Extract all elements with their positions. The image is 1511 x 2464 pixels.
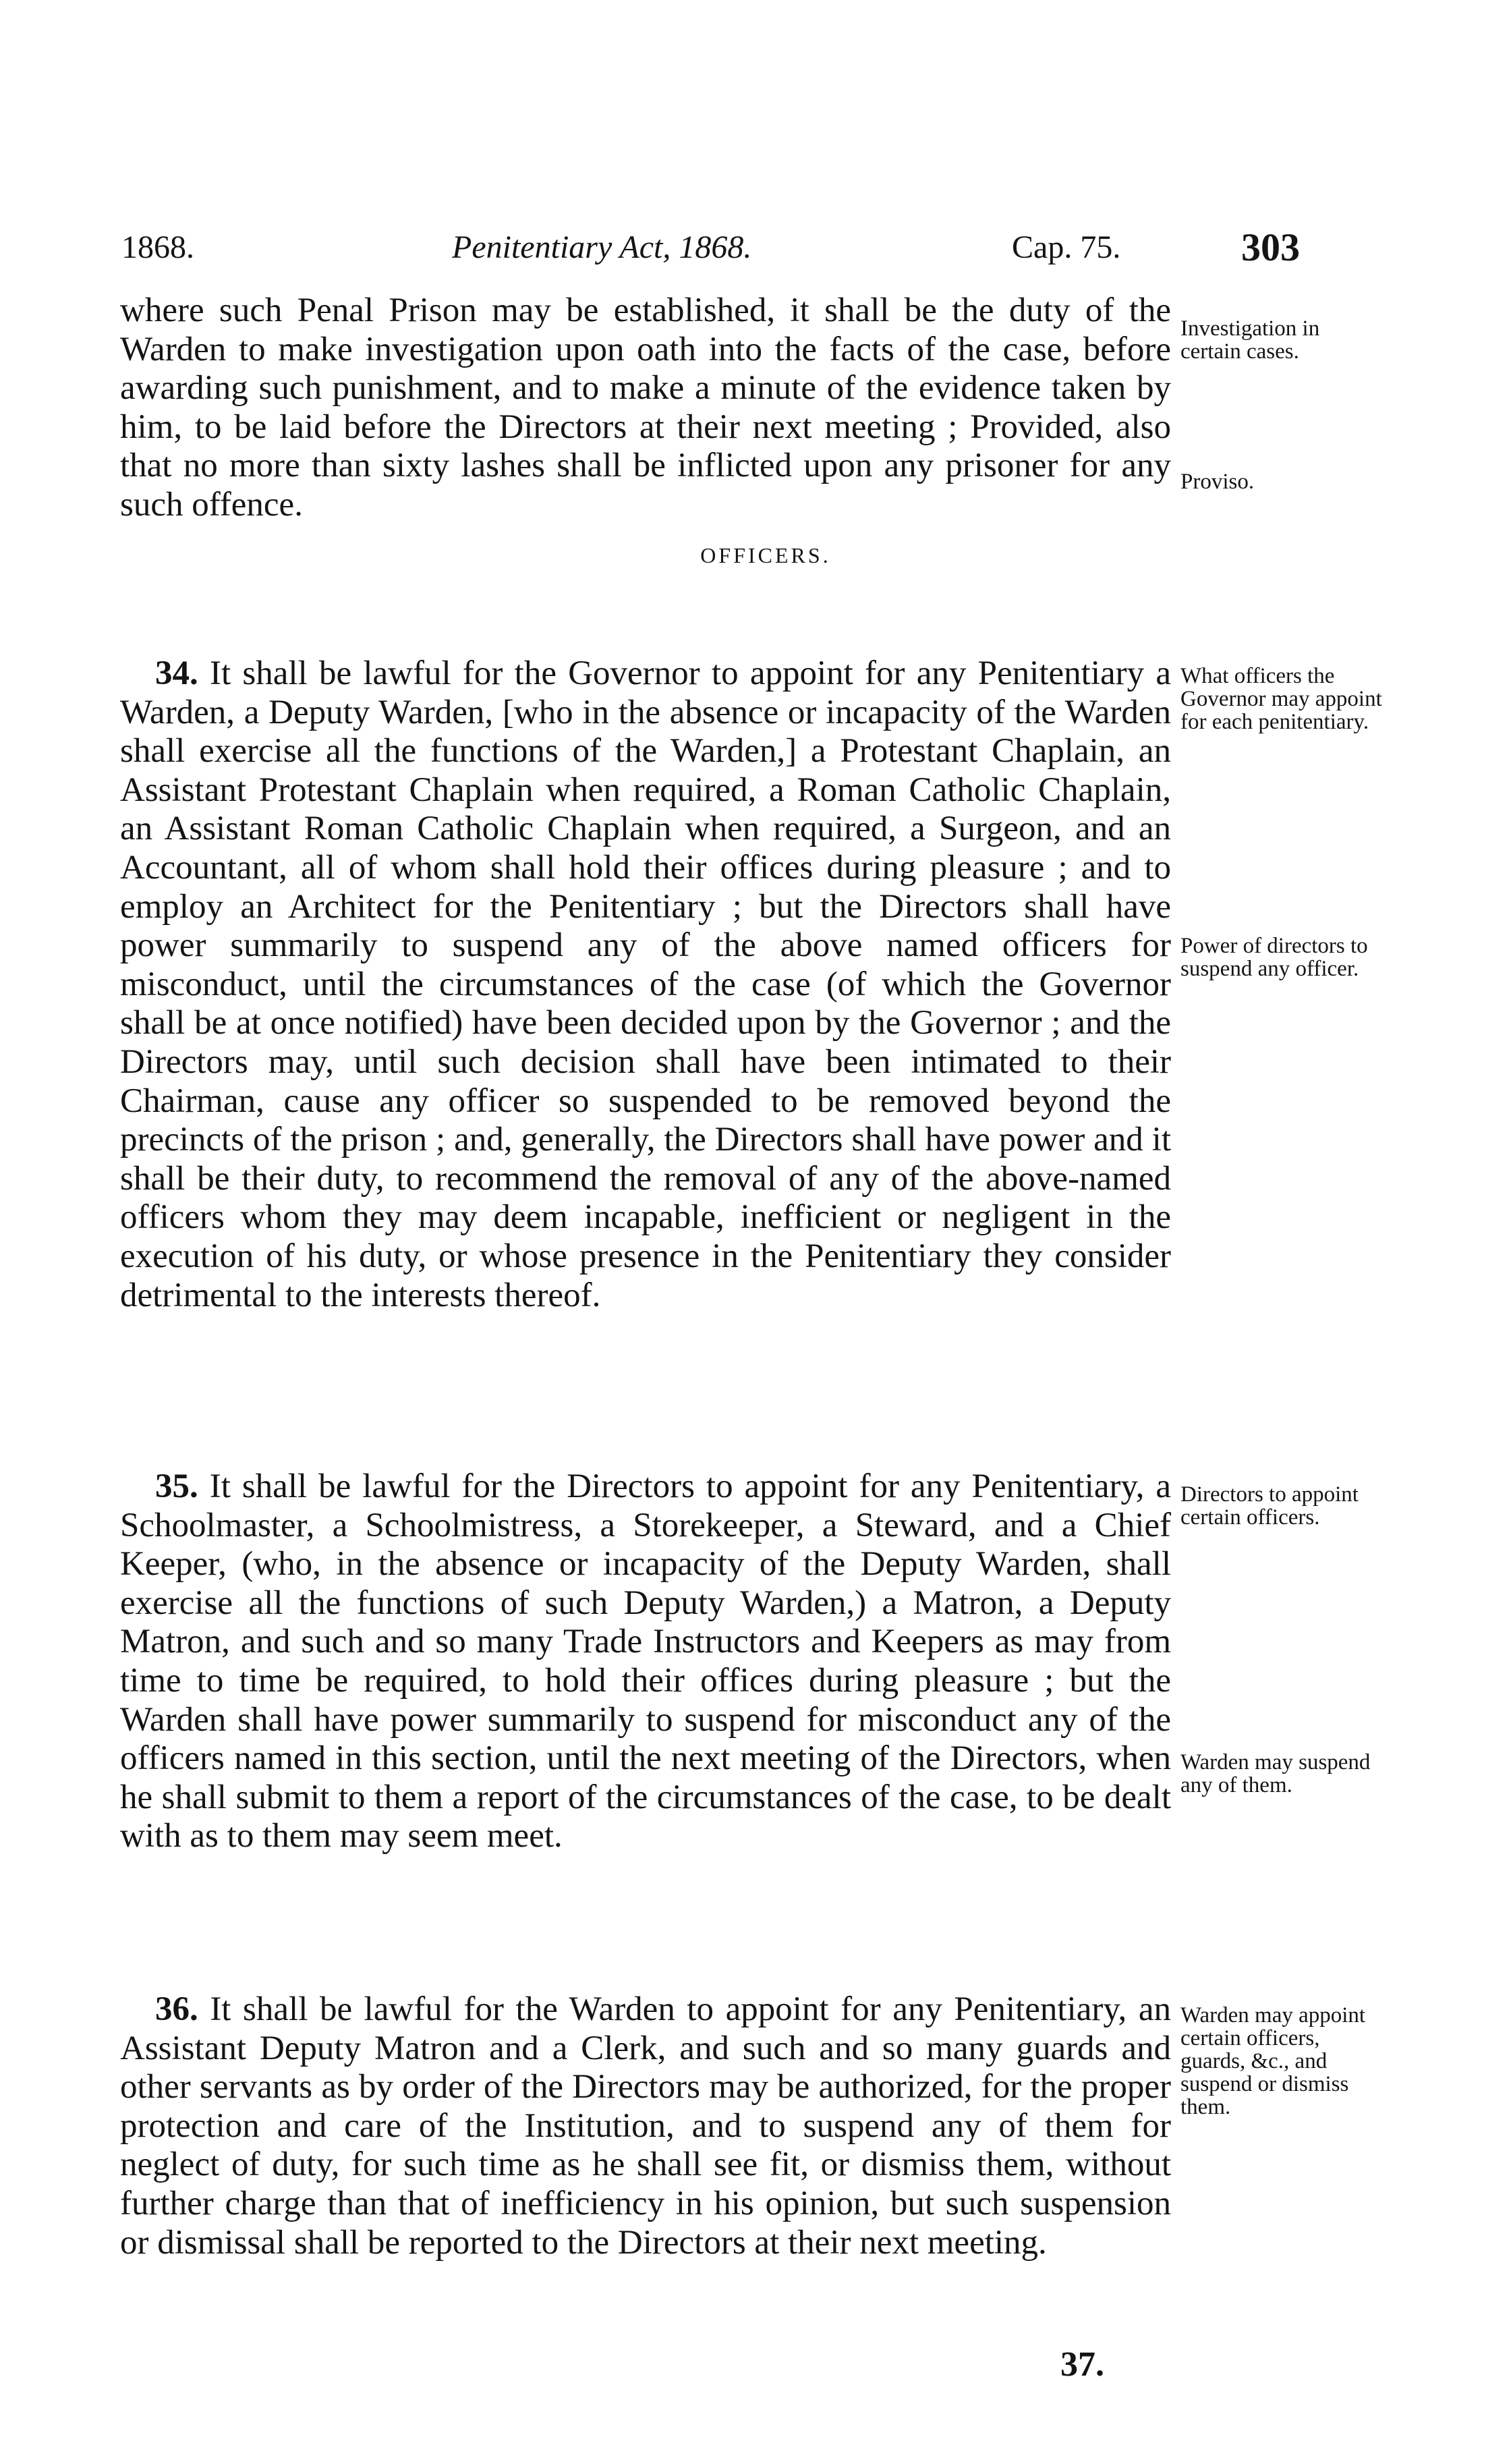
page-number: 303 (1241, 225, 1300, 269)
margin-note-directors-suspend: Power of directors to suspend any officer. (1180, 934, 1368, 981)
section-text: It shall be lawful for the Governor to appoint for any Penitentiary a Warden, a Deputy Warden, [who in the absence or incapacity of the Warden shall exercise all the functions of the Warden,] a Protestant Chaplain, an Assistant Protestant Chaplain when required, a Roman Catholic Chaplain, an Assistant Roman Catholic Chaplain when required, a Surgeon, and an Accountant, all of whom shall hold their offices during pleasure ; and to employ an Architect for the Penitentiary ; but the Directors shall have power summarily to suspend any of the above named officers for misconduct, until the circumstances of the case (of which the Governor shall be at once notified) have been decided upon by the Governor ; and the Directors may, until such decision shall have been intimated to their Chairman, cause any officer so suspended to be removed beyond the precincts of the prison ; and, generally, the Directors shall have power and it shall be their duty, to recommend the removal of any of the above-named officers whom they may deem incapable, inefficient or negligent in the execution of his duty, or whose presence in the Penitentiary they consider detrimental to the interests thereof. (120, 654, 1171, 1314)
catchword: 37. (1060, 2345, 1104, 2384)
margin-note-warden-appoint: Warden may appoint certain officers, guards, &c., and suspend or dismiss them. (1180, 2003, 1366, 2119)
margin-note-warden-suspend: Warden may suspend any of them. (1180, 1750, 1371, 1797)
margin-note-investigation: Investigation in certain cases. (1180, 316, 1320, 364)
section-number: 36. (155, 1990, 198, 2028)
section-heading: OFFICERS. (700, 543, 831, 567)
header-year: 1868. (121, 229, 194, 265)
section-text: It shall be lawful for the Warden to appoint for any Penitentiary, an Assistant Deputy Matron and a Clerk, and such and so many guards and other servants as by order of the Directors may be authorized, for the proper protection and care of the Institution, and to suspend any of them for neglect of duty, for such time as he shall see fit, or dismiss them, without further charge than that of inefficiency in his opinion, but such suspension or dismissal shall be reported to the Directors at their next meeting. (120, 1990, 1171, 2262)
section-35 (120, 1467, 1171, 1856)
section-text: It shall be lawful for the Directors to appoint for any Penitentiary, a Schoolmaster, a Schoolmistress, a Storekeeper, a Steward, and a Chief Keeper, (who, in the absence or incapacity of the Deputy Warden, shall exercise all the functions of such Deputy Warden,) a Matron, a Deputy Matron, and such and so many Trade Instructors and Keepers as may from time to time be required, to hold their offices during pleasure ; but the Warden shall have power summarily to suspend for misconduct any of the officers named in this section, until the next meeting of the Directors, when he shall submit to them a report of the circumstances of the case, to be dealt with as to them may seem meet. (120, 1467, 1171, 1855)
header-title: Penitentiary Act, 1868. (452, 229, 752, 265)
margin-note-proviso: Proviso. (1180, 470, 1255, 494)
section-36 (120, 1990, 1171, 2262)
running-header (121, 226, 1376, 280)
margin-note-governor-appoint: What officers the Governor may appoint for each penitentiary. (1180, 664, 1382, 734)
header-chapter: Cap. 75. (1012, 229, 1121, 265)
section-34 (120, 654, 1171, 1315)
section-number: 35. (155, 1467, 198, 1505)
margin-note-directors-appoint: Directors to appoint certain officers. (1180, 1482, 1359, 1530)
continuation-paragraph: where such Penal Prison may be established, it shall be the duty of the Warden to make investigation upon oath into the facts of the case, before awarding such punishment, and to make a minute of the evidence taken by him, to be laid before the Directors at their next meeting ; Provided, also that no more than sixty lashes shall be inflicted upon any prisoner for any such offence. (120, 291, 1171, 524)
section-number: 34. (155, 654, 198, 692)
